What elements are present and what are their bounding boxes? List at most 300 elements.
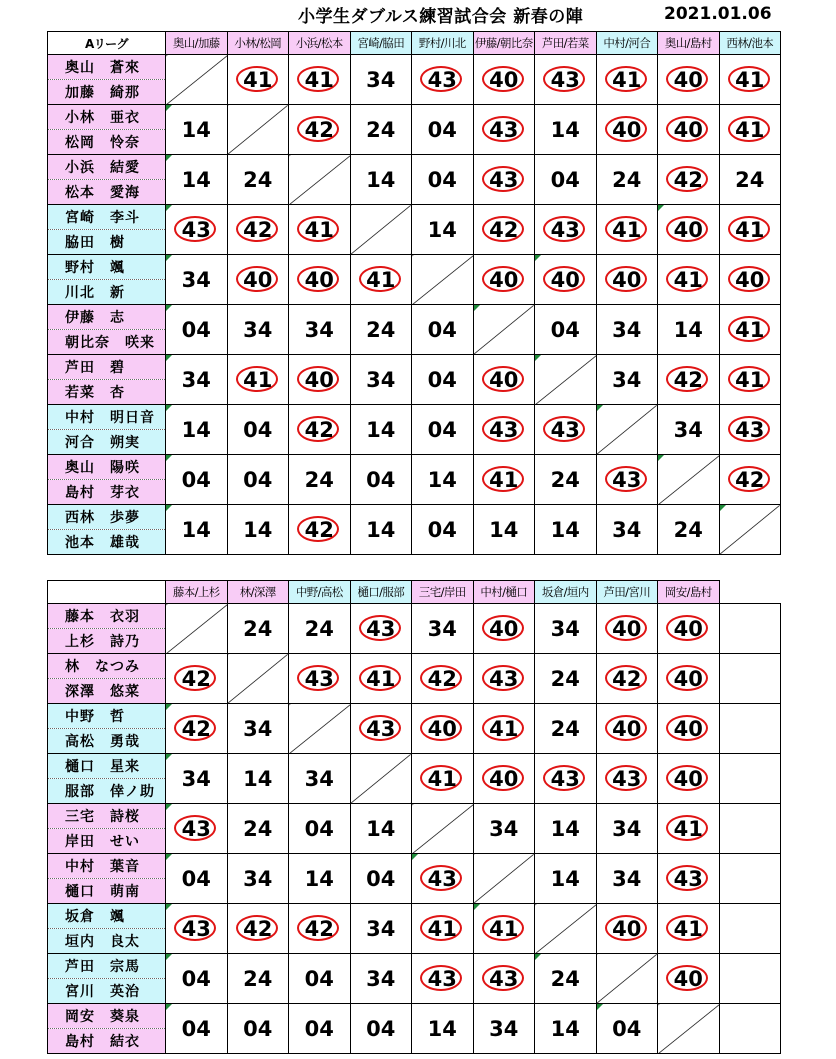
player-name: 高松 勇哉 — [48, 729, 166, 754]
score-cell — [658, 355, 720, 405]
score-cell — [719, 55, 781, 105]
score-cell — [535, 505, 597, 555]
score-cell — [166, 155, 228, 205]
table-row — [48, 505, 781, 530]
score-cell — [350, 754, 412, 804]
score-cell — [166, 205, 228, 255]
score-cell — [535, 455, 597, 505]
score-cell — [412, 604, 474, 654]
score-cell — [658, 255, 720, 305]
comment-marker — [474, 904, 480, 910]
score-value: 43 — [550, 417, 580, 442]
player-name: 宮崎 李斗 — [48, 205, 166, 230]
comment-marker — [166, 305, 172, 311]
score-value: 04 — [366, 467, 396, 492]
score-value: 34 — [366, 966, 396, 991]
comment-marker — [166, 155, 172, 161]
table-row — [48, 305, 781, 330]
score-value: 42 — [304, 417, 334, 442]
player-name: 三宅 詩桜 — [48, 804, 166, 829]
score-cell — [596, 954, 658, 1004]
score-value: 41 — [366, 666, 396, 691]
score-cell — [658, 1004, 720, 1054]
player-name: 野村 颯 — [48, 255, 166, 280]
score-value: 24 — [243, 966, 273, 991]
score-cell — [658, 754, 720, 804]
score-value: 42 — [181, 666, 211, 691]
player-name: 芦田 碧 — [48, 355, 166, 380]
score-cell — [535, 954, 597, 1004]
score-cell — [596, 505, 658, 555]
pair-header: 中村/河合 — [596, 32, 658, 55]
score-cell — [658, 405, 720, 455]
score-cell — [535, 604, 597, 654]
score-cell — [473, 255, 535, 305]
score-cell — [473, 405, 535, 455]
score-value: 14 — [550, 816, 580, 841]
score-value: 04 — [427, 417, 457, 442]
score-cell — [412, 904, 474, 954]
score-value: 41 — [243, 67, 273, 92]
comment-marker — [412, 854, 418, 860]
player-name: 島村 芽衣 — [48, 480, 166, 505]
score-cell — [412, 854, 474, 904]
score-value: 04 — [427, 117, 457, 142]
score-cell — [473, 954, 535, 1004]
score-cell — [658, 854, 720, 904]
score-cell — [350, 954, 412, 1004]
score-value: 24 — [304, 616, 334, 641]
score-cell — [227, 105, 289, 155]
score-value: 34 — [427, 616, 457, 641]
score-cell — [166, 105, 228, 155]
pair-header: 奥山/加藤 — [166, 32, 228, 55]
score-value: 04 — [427, 517, 457, 542]
player-name: 岡安 葵泉 — [48, 1004, 166, 1029]
comment-marker — [166, 105, 172, 111]
score-value: 42 — [304, 517, 334, 542]
pair-header: 坂倉/垣内 — [535, 581, 597, 604]
table-row — [48, 105, 781, 130]
score-cell — [473, 355, 535, 405]
comment-marker — [535, 355, 541, 361]
score-value: 41 — [427, 916, 457, 941]
score-cell — [289, 954, 351, 1004]
score-value: 40 — [673, 117, 703, 142]
score-cell — [350, 305, 412, 355]
score-cell — [227, 1004, 289, 1054]
score-value: 43 — [366, 716, 396, 741]
score-value: 34 — [489, 816, 519, 841]
score-value: 40 — [489, 616, 519, 641]
score-cell — [227, 405, 289, 455]
score-cell — [227, 754, 289, 804]
score-cell — [350, 804, 412, 854]
score-value: 40 — [673, 67, 703, 92]
comment-marker — [166, 205, 172, 211]
player-name: 河合 朔実 — [48, 430, 166, 455]
score-cell — [473, 654, 535, 704]
score-value: 34 — [243, 317, 273, 342]
score-value: 40 — [304, 267, 334, 292]
score-cell — [719, 255, 781, 305]
score-cell — [289, 505, 351, 555]
player-name: 松岡 怜奈 — [48, 130, 166, 155]
score-value: 40 — [489, 766, 519, 791]
score-cell — [473, 754, 535, 804]
score-cell — [719, 954, 781, 1004]
table-row — [48, 155, 781, 180]
score-value: 43 — [304, 666, 334, 691]
score-cell — [535, 305, 597, 355]
score-value: 40 — [612, 716, 642, 741]
score-cell — [350, 55, 412, 105]
score-value: 41 — [427, 766, 457, 791]
score-value: 34 — [612, 367, 642, 392]
header-row — [48, 32, 781, 55]
score-value: 14 — [427, 467, 457, 492]
score-value: 43 — [489, 666, 519, 691]
player-name: 松本 愛海 — [48, 180, 166, 205]
score-value: 41 — [489, 467, 519, 492]
score-value: 43 — [181, 217, 211, 242]
score-value: 42 — [489, 217, 519, 242]
player-name: 西林 歩夢 — [48, 505, 166, 530]
player-name: 中野 哲 — [48, 704, 166, 729]
table-row — [48, 854, 781, 879]
score-value: 43 — [489, 966, 519, 991]
score-value: 43 — [612, 467, 642, 492]
score-cell — [227, 604, 289, 654]
score-cell — [350, 255, 412, 305]
score-value: 34 — [366, 67, 396, 92]
score-value: 34 — [181, 766, 211, 791]
score-cell — [596, 155, 658, 205]
score-value: 04 — [181, 966, 211, 991]
pair-header: 小浜/松本 — [289, 32, 351, 55]
score-cell — [473, 455, 535, 505]
score-cell — [412, 754, 474, 804]
pair-header: 林/深澤 — [227, 581, 289, 604]
score-value: 43 — [673, 866, 703, 891]
comment-marker — [166, 355, 172, 361]
score-value: 04 — [427, 167, 457, 192]
page-title: 小学生ダブルス練習試合会 新春の陣 — [298, 7, 584, 27]
score-cell — [289, 205, 351, 255]
score-value: 04 — [181, 317, 211, 342]
comment-marker — [474, 305, 480, 311]
score-value: 40 — [427, 716, 457, 741]
score-cell — [289, 1004, 351, 1054]
score-value: 14 — [489, 517, 519, 542]
score-cell — [166, 704, 228, 754]
score-cell — [473, 804, 535, 854]
score-value: 14 — [304, 866, 334, 891]
score-value: 04 — [550, 317, 580, 342]
score-value: 04 — [550, 167, 580, 192]
score-value: 04 — [427, 317, 457, 342]
league-label — [48, 581, 166, 604]
score-cell — [596, 105, 658, 155]
score-value: 04 — [181, 467, 211, 492]
score-value: 34 — [612, 317, 642, 342]
score-value: 43 — [181, 916, 211, 941]
comment-marker — [720, 505, 726, 511]
score-value: 24 — [243, 167, 273, 192]
score-cell — [350, 355, 412, 405]
table-row — [48, 455, 781, 480]
score-cell — [719, 455, 781, 505]
player-name: 中村 葉音 — [48, 854, 166, 879]
score-value: 34 — [304, 766, 334, 791]
score-cell — [658, 505, 720, 555]
score-value: 40 — [612, 117, 642, 142]
score-cell — [289, 704, 351, 754]
score-value: 04 — [304, 1016, 334, 1041]
score-value: 43 — [735, 417, 765, 442]
score-value: 34 — [243, 866, 273, 891]
score-value: 40 — [673, 616, 703, 641]
score-cell — [350, 405, 412, 455]
comment-marker — [166, 804, 172, 810]
score-value: 04 — [243, 467, 273, 492]
score-value: 40 — [489, 67, 519, 92]
score-value: 04 — [243, 1016, 273, 1041]
score-cell — [166, 455, 228, 505]
score-cell — [166, 55, 228, 105]
score-cell — [473, 105, 535, 155]
score-value: 43 — [550, 67, 580, 92]
score-value: 41 — [366, 267, 396, 292]
comment-marker — [166, 505, 172, 511]
score-cell — [289, 754, 351, 804]
player-name: 脇田 樹 — [48, 230, 166, 255]
score-cell — [289, 305, 351, 355]
score-value: 40 — [489, 267, 519, 292]
score-cell — [227, 704, 289, 754]
player-name: 池本 雄哉 — [48, 530, 166, 555]
score-cell — [289, 854, 351, 904]
table-row — [48, 55, 781, 80]
score-value: 24 — [550, 966, 580, 991]
score-cell — [166, 854, 228, 904]
score-value: 24 — [243, 616, 273, 641]
score-value: 24 — [304, 467, 334, 492]
score-cell — [535, 205, 597, 255]
score-value: 43 — [427, 67, 457, 92]
score-value: 14 — [673, 317, 703, 342]
table-row — [48, 654, 781, 679]
score-cell — [596, 1004, 658, 1054]
pair-header: 野村/川北 — [412, 32, 474, 55]
score-value: 04 — [304, 966, 334, 991]
score-value: 41 — [489, 716, 519, 741]
score-cell — [473, 704, 535, 754]
score-value: 40 — [612, 267, 642, 292]
player-name: 藤本 衣羽 — [48, 604, 166, 629]
score-cell — [227, 255, 289, 305]
score-cell — [166, 954, 228, 1004]
score-value: 34 — [550, 616, 580, 641]
score-value: 40 — [673, 666, 703, 691]
table-row — [48, 205, 781, 230]
score-value: 14 — [366, 816, 396, 841]
score-cell — [473, 155, 535, 205]
score-cell — [719, 654, 781, 704]
score-cell — [658, 654, 720, 704]
score-cell — [227, 55, 289, 105]
score-value: 41 — [489, 916, 519, 941]
score-value: 34 — [612, 866, 642, 891]
score-value: 42 — [427, 666, 457, 691]
score-value: 34 — [304, 317, 334, 342]
score-value: 40 — [612, 916, 642, 941]
score-cell — [596, 305, 658, 355]
score-cell — [350, 505, 412, 555]
pair-header: 中村/樋口 — [473, 581, 535, 604]
pair-header: 芦田/宮川 — [596, 581, 658, 604]
score-value: 41 — [735, 217, 765, 242]
score-value: 14 — [366, 417, 396, 442]
score-cell — [535, 155, 597, 205]
player-name: 島村 結衣 — [48, 1029, 166, 1054]
score-cell — [350, 205, 412, 255]
score-cell — [658, 904, 720, 954]
player-name: 服部 倖ノ助 — [48, 779, 166, 804]
score-cell — [473, 904, 535, 954]
pair-header: 西林/池本 — [719, 32, 781, 55]
score-cell — [719, 754, 781, 804]
score-value: 14 — [181, 117, 211, 142]
header-row — [48, 581, 781, 604]
score-cell — [166, 804, 228, 854]
player-name: 宮川 英治 — [48, 979, 166, 1004]
player-name: 朝比奈 咲来 — [48, 330, 166, 355]
score-cell — [289, 804, 351, 854]
score-cell — [658, 704, 720, 754]
score-value: 42 — [673, 367, 703, 392]
score-value: 41 — [612, 217, 642, 242]
score-cell — [412, 305, 474, 355]
comment-marker — [166, 455, 172, 461]
score-value: 14 — [550, 517, 580, 542]
score-cell — [227, 804, 289, 854]
score-cell — [227, 505, 289, 555]
score-cell — [719, 904, 781, 954]
player-name: 樋口 星来 — [48, 754, 166, 779]
score-cell — [166, 505, 228, 555]
score-cell — [658, 305, 720, 355]
score-cell — [289, 604, 351, 654]
score-cell — [535, 704, 597, 754]
score-value: 40 — [550, 267, 580, 292]
score-value: 43 — [181, 816, 211, 841]
score-cell — [350, 105, 412, 155]
score-value: 41 — [243, 367, 273, 392]
score-cell — [166, 754, 228, 804]
score-value: 42 — [304, 916, 334, 941]
comment-marker — [166, 704, 172, 710]
score-cell — [596, 754, 658, 804]
score-value: 14 — [550, 1016, 580, 1041]
league-b-table — [47, 580, 781, 1054]
table-row — [48, 1004, 781, 1029]
score-cell — [350, 854, 412, 904]
score-cell — [535, 1004, 597, 1054]
score-value: 14 — [550, 866, 580, 891]
score-cell — [658, 455, 720, 505]
score-cell — [473, 55, 535, 105]
score-value: 24 — [673, 517, 703, 542]
score-cell — [719, 155, 781, 205]
score-cell — [719, 305, 781, 355]
score-value: 41 — [735, 67, 765, 92]
score-value: 24 — [550, 666, 580, 691]
score-value: 42 — [304, 117, 334, 142]
score-cell — [658, 604, 720, 654]
score-cell — [227, 355, 289, 405]
score-cell — [412, 55, 474, 105]
player-name: 岸田 せい — [48, 829, 166, 854]
comment-marker — [166, 954, 172, 960]
score-cell — [596, 205, 658, 255]
score-value: 41 — [304, 217, 334, 242]
score-cell — [658, 105, 720, 155]
player-name: 若菜 杏 — [48, 380, 166, 405]
score-cell — [412, 205, 474, 255]
score-cell — [535, 355, 597, 405]
player-name: 伊藤 志 — [48, 305, 166, 330]
score-value: 40 — [673, 966, 703, 991]
score-value: 04 — [612, 1016, 642, 1041]
score-value: 24 — [550, 716, 580, 741]
score-cell — [227, 904, 289, 954]
match-date: 2021.01.06 — [664, 4, 772, 24]
player-name: 奥山 蒼來 — [48, 55, 166, 80]
pair-header: 奥山/島村 — [658, 32, 720, 55]
comment-marker — [166, 1004, 172, 1010]
score-cell — [535, 255, 597, 305]
pair-header — [719, 581, 781, 604]
table-row — [48, 405, 781, 430]
score-cell — [289, 55, 351, 105]
score-cell — [719, 105, 781, 155]
score-cell — [719, 1004, 781, 1054]
pair-header: 伊藤/朝比奈 — [473, 32, 535, 55]
score-cell — [719, 205, 781, 255]
score-cell — [289, 255, 351, 305]
pair-header: 小林/松岡 — [227, 32, 289, 55]
score-value: 43 — [489, 117, 519, 142]
comment-marker — [166, 754, 172, 760]
comment-marker — [597, 405, 603, 411]
score-value: 34 — [366, 916, 396, 941]
score-value: 43 — [366, 616, 396, 641]
score-value: 43 — [427, 866, 457, 891]
score-cell — [719, 804, 781, 854]
score-cell — [473, 854, 535, 904]
score-value: 42 — [181, 716, 211, 741]
score-value: 34 — [673, 417, 703, 442]
score-cell — [350, 1004, 412, 1054]
score-cell — [596, 804, 658, 854]
player-name: 樋口 萌南 — [48, 879, 166, 904]
score-value: 24 — [366, 117, 396, 142]
score-value: 41 — [673, 816, 703, 841]
score-value: 24 — [612, 167, 642, 192]
score-cell — [289, 654, 351, 704]
score-cell — [289, 155, 351, 205]
